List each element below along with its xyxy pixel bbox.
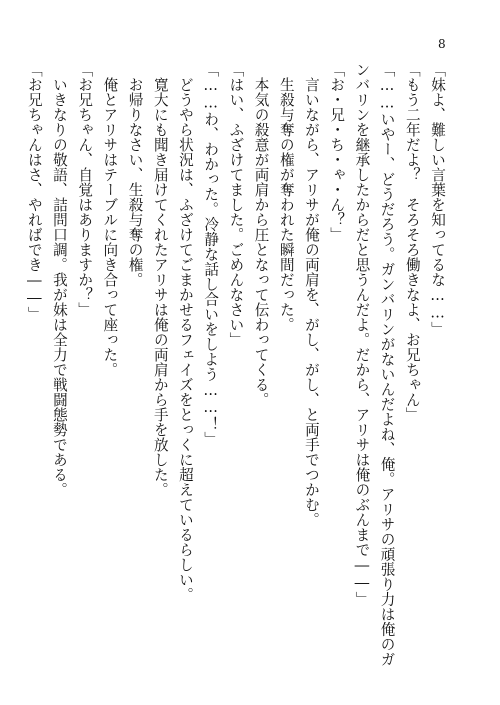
- text-line: 「はい、ふざけてました。ごめんなさい」: [227, 62, 245, 347]
- text-line: 「妹よ、難しい言葉を知ってるな……」: [429, 62, 446, 337]
- text-line: お帰りなさい、生殺与奪の権。: [126, 62, 144, 287]
- text-line: 寛大にも聞き届けてくれたアリサは俺の両肩から手を放した。: [151, 62, 169, 497]
- text-line: いきなりの敬語、詰問口調。我が妹は全力で戦闘態勢である。: [50, 62, 68, 497]
- text-line: 生殺与奪の権が奪われた瞬間だった。: [277, 62, 295, 332]
- text-line: 「お兄ちゃんはさ、やればでき――」: [25, 62, 43, 322]
- text-line: 「お兄ちゃん、自覚はありますか？」: [76, 62, 94, 317]
- text-line: 「……いやー、どうだろう。ガンバリンがないんだよね、俺。アリサの頑張り力は俺のガ: [378, 62, 396, 667]
- novel-text-block: [22, 62, 450, 667]
- text-line: 言いながら、アリサが俺の両肩を、がし、がし、と両手でつかむ。: [302, 62, 320, 527]
- text-line: どうやら状況は、ふざけてごまかせるフェイズをとっくに超えているらしい。: [176, 62, 194, 602]
- text-line: 「……わ、わかった。冷静な話し合いをしよう……！」: [202, 62, 220, 447]
- page-number: 8: [438, 37, 446, 51]
- text-line: 「お・兄・ち・ゃ・ん？」: [328, 62, 346, 242]
- text-line: 俺とアリサはテーブルに向き合って座った。: [101, 62, 119, 377]
- text-line: ンバリンを継承したからだと思うんだよ。だから、アリサは俺のぶんまで――」: [353, 62, 371, 607]
- text-line: 「もう二年だよ？ そろそろ働きなよ、お兄ちゃん」: [403, 62, 421, 422]
- text-line: 本気の殺意が両肩から圧となって伝わってくる。: [252, 62, 270, 407]
